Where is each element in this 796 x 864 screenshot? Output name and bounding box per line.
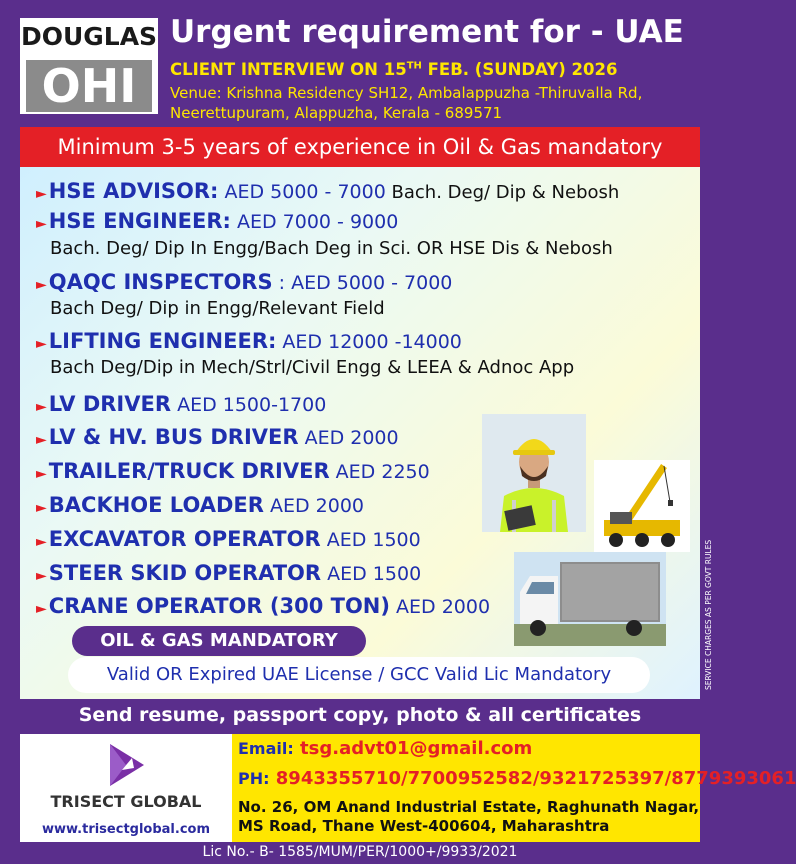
email-label: Email: <box>238 739 294 758</box>
bullet-arrow-icon: ► <box>36 186 47 202</box>
job-salary: AED 1500-1700 <box>171 394 327 416</box>
job-row-lv-driver <box>36 392 326 416</box>
trisect-global-logo-icon <box>106 742 146 788</box>
company-logo-panel <box>20 734 232 842</box>
page-title: Urgent requirement for - UAE <box>170 14 684 50</box>
service-charges-note: SERVICE CHARGES AS PER GOVT RULES <box>704 539 713 690</box>
address-line-1: No. 26, OM Anand Industrial Estate, Raghunath Nagar, <box>238 798 700 816</box>
job-salary: AED 1500 <box>320 529 421 551</box>
bullet-arrow-icon: ► <box>36 534 47 550</box>
job-salary: : AED 5000 - 7000 <box>272 272 453 294</box>
douglas-ohi-logo <box>20 18 158 114</box>
engineer-with-clipboard-image <box>482 414 586 532</box>
bullet-arrow-icon: ► <box>36 216 47 232</box>
logo-text-douglas: DOUGLAS <box>20 22 158 51</box>
experience-banner-text: Minimum 3-5 years of experience in Oil & Gas mandatory <box>57 135 663 159</box>
bullet-arrow-icon: ► <box>36 399 47 415</box>
interview-text-sup: TH <box>406 60 422 72</box>
job-row-hse-advisor <box>36 179 619 203</box>
job-title: QAQC INSPECTORS <box>48 270 273 294</box>
job-salary: AED 2000 <box>298 427 399 449</box>
license-note-text: Valid OR Expired UAE License / GCC Valid Lic Mandatory <box>106 664 612 685</box>
bullet-arrow-icon: ► <box>36 568 47 584</box>
job-row-bus-driver <box>36 425 399 449</box>
logo-text-ohi: OHI <box>41 59 137 113</box>
venue-line-2: Neerettupuram, Alappuzha, Kerala - 689571 <box>170 104 503 122</box>
crane-image <box>594 460 690 552</box>
bullet-arrow-icon: ► <box>36 500 47 516</box>
interview-text-post: FEB. (SUNDAY) 2026 <box>421 60 618 79</box>
address-line-2: MS Road, Thane West-400604, Maharashtra <box>238 817 610 835</box>
job-row-hse-engineer <box>36 209 398 233</box>
phone-line <box>238 768 796 789</box>
company-name: TRISECT GLOBAL <box>50 792 202 811</box>
venue-line-1: Venue: Krishna Residency SH12, Ambalappuzha -Thiruvalla Rd, <box>170 84 643 102</box>
job-row-lifting-engineer <box>36 329 462 353</box>
job-row-qaqc-inspectors <box>36 270 452 294</box>
job-row-excavator-operator <box>36 527 421 551</box>
license-note-box <box>68 657 650 693</box>
job-title: CRANE OPERATOR (300 TON) <box>48 594 390 618</box>
oil-gas-mandatory-text: OIL & GAS MANDATORY <box>100 630 338 651</box>
oil-gas-mandatory-badge <box>72 626 366 656</box>
job-salary: AED 2000 <box>263 495 365 517</box>
experience-banner <box>20 127 700 167</box>
job-salary: AED 2000 <box>389 596 491 618</box>
job-salary: AED 7000 - 9000 <box>230 211 399 233</box>
company-website-link[interactable]: www.trisectglobal.com <box>41 822 211 837</box>
job-title: STEER SKID OPERATOR <box>48 561 322 585</box>
job-title: BACKHOE LOADER <box>48 493 264 517</box>
job-salary: AED 1500 <box>321 563 422 585</box>
job-title: EXCAVATOR OPERATOR <box>48 527 321 551</box>
job-requirement: Bach. Deg/ Dip In Engg/Bach Deg in Sci. OR HSE Dis & Nebosh <box>50 238 613 259</box>
job-title: HSE ADVISOR: <box>48 179 219 203</box>
email-line <box>238 738 532 759</box>
bullet-arrow-icon: ► <box>36 466 47 482</box>
interview-text-pre: CLIENT INTERVIEW ON 15 <box>170 60 407 79</box>
bullet-arrow-icon: ► <box>36 432 47 448</box>
job-requirement: Bach Deg/ Dip in Engg/Relevant Field <box>50 298 385 319</box>
job-title: HSE ENGINEER: <box>48 209 231 233</box>
interview-date <box>170 60 617 79</box>
job-qualification: Bach. Deg/ Dip & Nebosh <box>385 182 620 203</box>
phone-numbers[interactable]: 8943355710/7700952582/9321725397/8779393061 <box>269 768 796 789</box>
job-row-truck-driver <box>36 459 430 483</box>
job-requirement: Bach Deg/Dip in Mech/Strl/Civil Engg & LEEA & Adnoc App <box>50 357 575 378</box>
job-row-crane-operator <box>36 594 490 618</box>
bullet-arrow-icon: ► <box>36 336 47 352</box>
delivery-truck-image <box>514 552 666 646</box>
email-link[interactable]: tsg.advt01@gmail.com <box>293 738 533 759</box>
license-number: Lic No.- B- 1585/MUM/PER/1000+/9933/2021 <box>202 844 518 860</box>
job-row-steer-skid-operator <box>36 561 421 585</box>
job-salary: AED 12000 -14000 <box>276 331 462 353</box>
send-documents-note: Send resume, passport copy, photo & all certificates <box>78 704 642 726</box>
job-salary: AED 2250 <box>329 461 430 483</box>
bullet-arrow-icon: ► <box>36 277 47 293</box>
job-row-backhoe-loader <box>36 493 364 517</box>
bullet-arrow-icon: ► <box>36 601 47 617</box>
job-title: LV DRIVER <box>48 392 172 416</box>
phone-label: PH: <box>238 769 270 788</box>
job-salary: AED 5000 - 7000 <box>218 181 386 203</box>
job-title: LIFTING ENGINEER: <box>48 329 277 353</box>
job-title: TRAILER/TRUCK DRIVER <box>48 459 330 483</box>
job-title: LV & HV. BUS DRIVER <box>48 425 299 449</box>
